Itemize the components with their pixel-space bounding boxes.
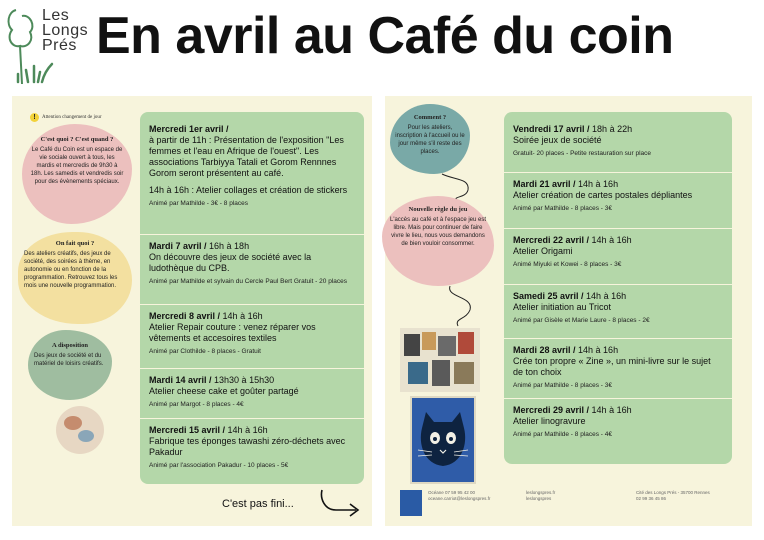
event-time: 16h à 18h	[206, 241, 250, 251]
footer-address-text: Cité des Longs Prés - 35700 Rennes	[636, 490, 710, 495]
event-time: 14h à 16h	[225, 425, 268, 435]
event-item	[504, 338, 732, 390]
footer-site[interactable]: leslongspres.fr	[526, 490, 556, 495]
continue-text: C'est pas fini...	[222, 498, 294, 510]
event-sub: Animé par Clothilde - 8 places - Gratuit	[149, 348, 261, 355]
zine-collage-image	[400, 328, 480, 392]
event-desc: On découvre des jeux de société avec la ludothèque du CPB.	[149, 252, 312, 273]
event-day: Mardi 7 avril /	[149, 241, 207, 251]
blob-body: Des ateliers créatifs, des jeux de société, des soirées à thème, en autonomie ou en fonction de la programmation. Retrouvez tous les mois une nouvelle programmation.	[24, 251, 118, 289]
event-time: 14h à 16h	[583, 291, 627, 301]
event-day: Mercredi 1er avril /	[149, 124, 229, 134]
blob-body: Des jeux de société et du matériel de loisirs créatifs.	[34, 353, 104, 367]
event-time: 14h à 16h	[589, 405, 632, 415]
event-item	[140, 418, 364, 470]
event-desc: Atelier linogravure	[513, 416, 586, 426]
event-desc: Atelier initiation au Tricot	[513, 302, 612, 312]
cat-linocut-image	[410, 396, 476, 484]
footer-mail[interactable]: oceane.carriot@leslongspres.fr	[428, 496, 491, 501]
blob-on-fait-quoi	[18, 232, 132, 324]
blob-title: Nouvelle règle du jeu	[408, 206, 468, 213]
footer-social	[526, 490, 555, 502]
event-item	[504, 398, 732, 439]
event-day: Mercredi 15 avril /	[149, 425, 226, 435]
event-desc: Atelier Repair couture : venez réparer vos vêtements et accesoires textiles	[149, 322, 316, 343]
craft-photo	[56, 406, 104, 454]
event-time: 14h à 16h	[575, 179, 619, 189]
event-time: 18h à 22h	[589, 124, 633, 134]
event-time: 14h à 16h	[575, 345, 619, 355]
event-desc: à partir de 11h : Présentation de l'exposition "Les femmes et l'eau en Afrique de l'ouest". Les associations Tarbiyya Tatali et Gorom Rennnes Gorom seront présentent au café.	[149, 135, 344, 178]
event-desc: Atelier Origami	[513, 246, 573, 256]
event-item	[140, 304, 364, 356]
blob-body: Pour les ateliers, inscription à l'accueil ou le jour même s'il reste des places.	[395, 125, 465, 155]
event-desc: Crée ton propre « Zine », un mini-livre sur le sujet de ton choix	[513, 356, 711, 377]
logo-line-2: Longs	[42, 22, 89, 39]
blob-title: On fait quoi ?	[55, 240, 95, 247]
arrow-right-icon	[318, 488, 362, 518]
blob-comment	[390, 104, 470, 174]
footer-insta[interactable]: leslongspres	[526, 496, 552, 501]
event-item	[140, 234, 364, 286]
footer-contact	[428, 490, 490, 502]
blob-nouvelle-regle	[382, 196, 494, 286]
event-time: 14h à 16h	[589, 235, 632, 245]
event-item	[504, 228, 732, 269]
event-sub: Animé par l'association Pakadur - 10 places - 5€	[149, 462, 289, 469]
wave-line-icon	[444, 284, 484, 328]
event-desc: Atelier cheese cake et goûter partagé	[149, 386, 299, 396]
event-day: Mercredi 22 avril /	[513, 235, 590, 245]
event-sub: Animé par Gisèle et Marie Laure - 8 places - 2€	[513, 317, 650, 324]
event-sub: Animé par Mathilde - 8 places - 3€	[513, 382, 612, 389]
footer-address	[636, 490, 710, 502]
events-card-left	[140, 112, 364, 484]
event-sub: Animé par Mathilde - 3€ - 8 places	[149, 200, 248, 207]
event-desc: Soirée jeux de société	[513, 135, 602, 145]
footer-phone-2: 02 99 36 45 86	[636, 496, 667, 501]
event-day: Mardi 21 avril /	[513, 179, 576, 189]
event-item	[504, 284, 732, 325]
attention-icon: !	[30, 113, 39, 122]
event-sub: Animé Miyuki et Kowei - 8 places - 3€	[513, 261, 622, 268]
partner-logo	[400, 490, 422, 516]
blob-title: C'est quoi ? C'est quand ?	[40, 136, 114, 143]
event-day: Mercredi 29 avril /	[513, 405, 590, 415]
event-time: 13h30 à 15h30	[211, 375, 275, 385]
event-sub: Animé par Mathilde - 8 places - 4€	[513, 431, 612, 438]
event-time: 14h à 16h	[220, 311, 263, 321]
event-day: Mardi 28 avril /	[513, 345, 576, 355]
event-day: Mardi 14 avril /	[149, 375, 212, 385]
event-day: Samedi 25 avril /	[513, 291, 584, 301]
event-item	[504, 124, 732, 158]
attention-note	[30, 113, 102, 122]
event-desc-2: 14h à 16h : Atelier collages et création de stickers	[149, 185, 348, 195]
event-item	[140, 124, 364, 208]
event-desc: Fabrique tes éponges tawashi zéro-déchets avec Pakadur	[149, 436, 346, 457]
blob-body: Le Café du Coin est un espace de vie sociale ouvert à tous, les mardis et mercredis de 9h30 à 18h. Les samedis et vendredis soir pour des évènements spéciaux.	[30, 147, 124, 185]
event-sub: Animé par Mathilde et sylvain du Cercle Paul Bert Gratuit - 20 places	[149, 278, 347, 285]
event-desc: Atelier création de cartes postales dépliantes	[513, 190, 693, 200]
blob-title: A disposition	[52, 342, 88, 349]
logo-line-1: Les	[42, 7, 70, 24]
event-sub: Animé par Margot - 8 places - 4€	[149, 401, 244, 408]
event-day: Vendredi 17 avril /	[513, 124, 590, 134]
blob-body: L'accès au café et à l'espace jeu est libre. Mais pour continuer de faire vivre le lieu, nous vous demandons de bien vouloir consommer.	[389, 217, 487, 247]
logo-line-3: Prés	[42, 37, 77, 54]
event-day: Mercredi 8 avril /	[149, 311, 221, 321]
event-item	[140, 368, 364, 409]
event-item	[504, 172, 732, 213]
blob-title: Comment ?	[413, 114, 447, 121]
event-sub: Animé par Mathilde - 8 places - 3€	[513, 205, 612, 212]
page-title: En avril au Café du coin	[96, 7, 674, 65]
footer-phone: Océane 07 59 95 42 00	[428, 490, 476, 495]
logo-text	[42, 8, 88, 53]
event-sub: Gratuit- 20 places - Petite restauration sur place	[513, 150, 652, 157]
events-card-right	[504, 112, 732, 464]
attention-text: Attention changement de jour	[42, 115, 102, 120]
